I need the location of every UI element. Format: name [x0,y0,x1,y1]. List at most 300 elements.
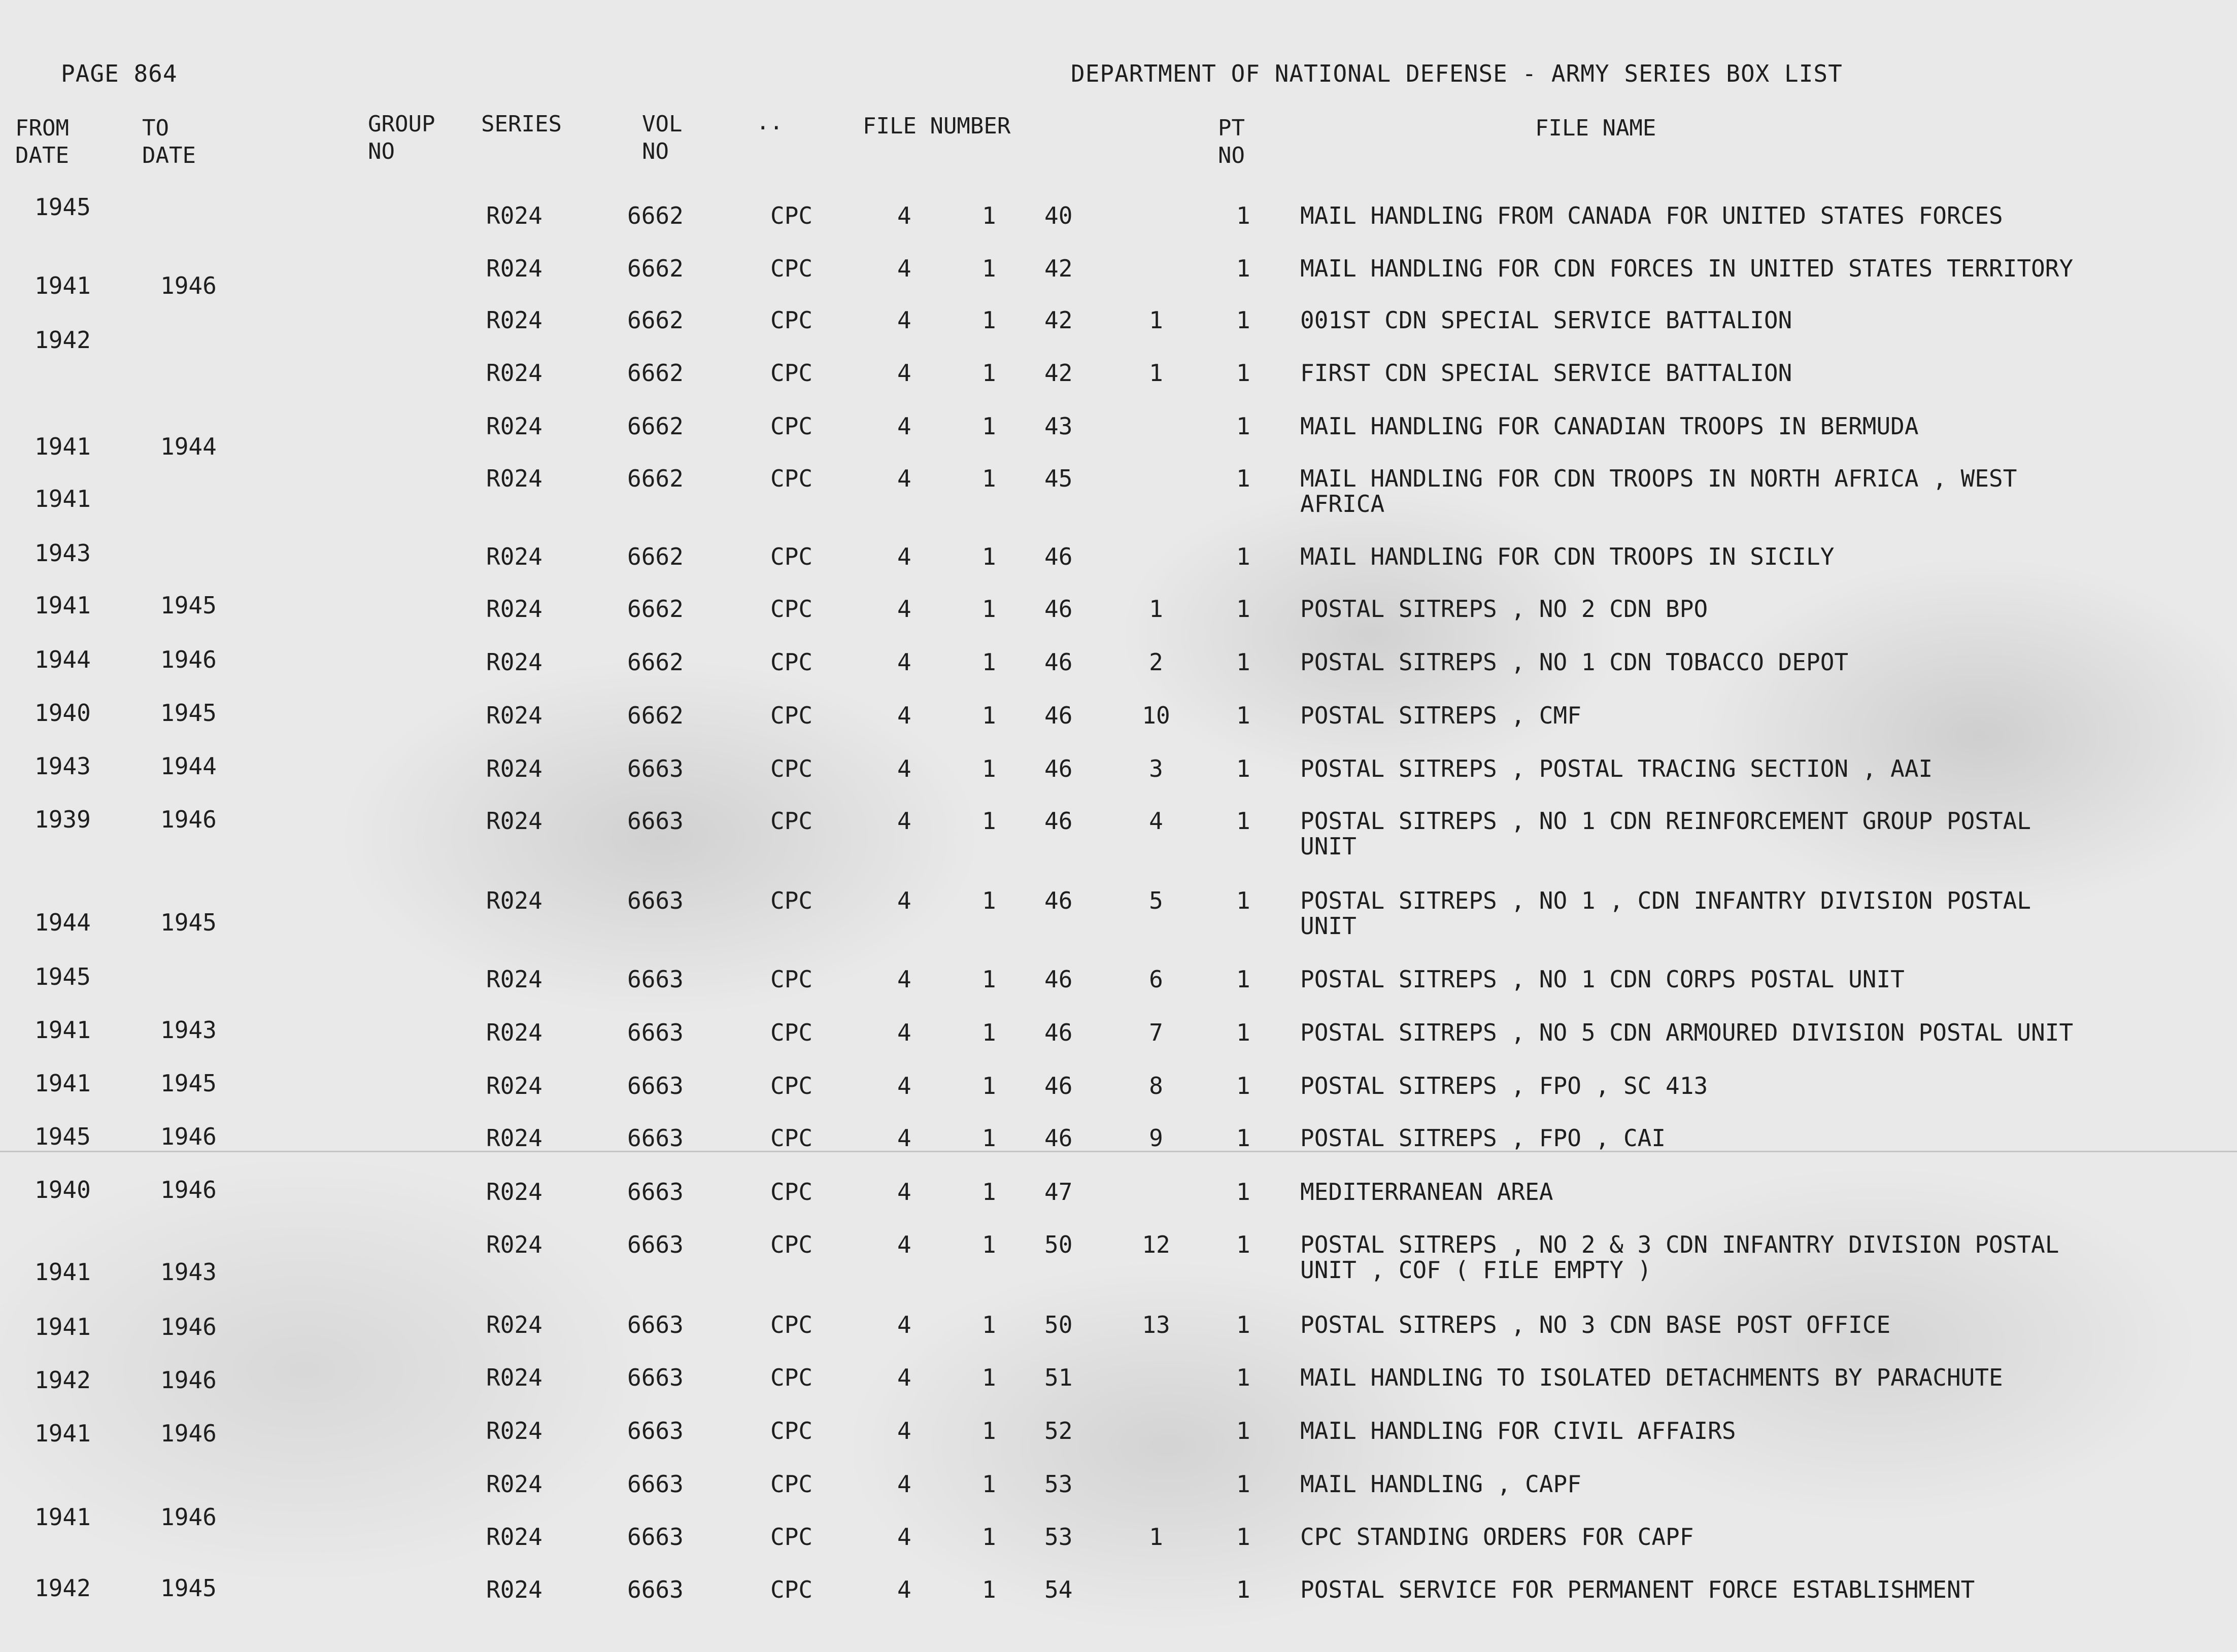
to-date: 1946 [160,646,217,673]
column-header-series: SERIES [481,111,562,137]
from-date: 1941 [35,1420,91,1447]
from-date: 1939 [35,806,91,833]
table-row [0,1020,2237,1071]
file-number-part-1: 4 [897,412,911,440]
series-cell: R024 [486,1523,543,1551]
volume-cell: 6663 [627,1311,684,1338]
part-number-cell: 1 [1236,807,1250,835]
group-label: GROUP [368,111,435,137]
part-number-cell: 1 [1236,887,1250,914]
from-date: 1944 [35,909,91,936]
file-number-part-4: 9 [1149,1124,1163,1152]
file-number-part-1: 4 [897,887,911,914]
file-number-part-3: 46 [1044,648,1073,676]
file-number-part-3: 40 [1044,202,1073,229]
from-date: 1940 [35,1176,91,1203]
code-cell: CPC [770,465,813,492]
code-cell: CPC [770,543,813,570]
file-number-part-2: 1 [982,887,996,914]
part-number-cell: 1 [1236,543,1250,570]
file-number-part-1: 4 [897,1072,911,1099]
table-row [0,1524,2237,1575]
column-header-pt-no [1218,115,1245,169]
file-number-part-4: 12 [1142,1231,1170,1258]
file-number-part-4: 6 [1149,966,1163,993]
volume-cell: 6663 [627,1019,684,1046]
from-date: 1945 [35,193,91,221]
series-cell: R024 [486,1124,543,1152]
file-number-part-2: 1 [982,543,996,570]
file-number-part-4: 4 [1149,807,1163,835]
table-row [0,646,2237,700]
file-number-part-2: 1 [982,306,996,334]
table-row [0,596,2237,647]
file-number-part-2: 1 [982,1124,996,1152]
series-cell: R024 [486,807,543,835]
from-label: FROM [15,115,69,141]
volume-cell: 6663 [627,1178,684,1206]
series-cell: R024 [486,755,543,782]
file-number-part-1: 4 [897,702,911,729]
table-row [0,967,2237,1017]
file-number-part-2: 1 [982,595,996,623]
part-number-cell: 1 [1236,1470,1250,1498]
pt-no-label: NO [1218,143,1245,168]
file-name-cell: MAIL HANDLING FOR CDN TROOPS IN NORTH AFRICA , WEST AFRICA [1300,465,2017,518]
to-date: 1945 [160,909,217,936]
table-row [0,1125,2237,1176]
file-number-part-2: 1 [982,202,996,229]
part-number-cell: 1 [1236,1523,1250,1551]
from-date: 1941 [35,1258,91,1286]
part-number-cell: 1 [1236,1576,1250,1603]
file-name-cell: POSTAL SITREPS , NO 1 CDN TOBACCO DEPOT [1300,648,1849,676]
part-number-cell: 1 [1236,1231,1250,1258]
file-number-part-1: 4 [897,1364,911,1391]
file-number-part-2: 1 [982,1311,996,1338]
series-cell: R024 [486,255,543,282]
to-date: 1946 [160,806,217,833]
code-cell: CPC [770,887,813,914]
to-date: 1945 [160,699,217,727]
file-number-part-2: 1 [982,1364,996,1391]
volume-cell: 6663 [627,1231,684,1258]
file-number-part-2: 1 [982,1523,996,1551]
file-name-cell: MAIL HANDLING FOR CDN TROOPS IN SICILY [1300,543,1835,570]
file-number-part-1: 4 [897,359,911,387]
file-number-part-2: 1 [982,1417,996,1444]
page-number: 864 [133,60,178,87]
code-cell: CPC [770,202,813,229]
code-cell: CPC [770,1231,813,1258]
table-row [0,1070,2237,1124]
file-name-cell: POSTAL SITREPS , FPO , CAI [1300,1124,1666,1152]
code-cell: CPC [770,1470,813,1498]
from-date: 1941 [35,433,91,460]
file-number-part-1: 4 [897,1231,911,1258]
file-name-cell: POSTAL SITREPS , FPO , SC 413 [1300,1072,1708,1099]
from-date: 1940 [35,699,91,727]
series-cell: R024 [486,1470,543,1498]
table-row [0,307,2237,358]
volume-cell: 6662 [627,648,684,676]
to-date: 1944 [160,752,217,780]
series-cell: R024 [486,1576,543,1603]
file-number-part-2: 1 [982,1470,996,1498]
series-cell: R024 [486,465,543,492]
series-cell: R024 [486,1178,543,1206]
file-number-part-2: 1 [982,1576,996,1603]
document-title: DEPARTMENT OF NATIONAL DEFENSE - ARMY SERIES BOX LIST [1071,60,1843,87]
to-date-label: DATE [142,143,196,168]
series-cell: R024 [486,359,543,387]
part-number-cell: 1 [1236,702,1250,729]
series-cell: R024 [486,1417,543,1444]
volume-cell: 6662 [627,702,684,729]
code-cell: CPC [770,807,813,835]
file-number-part-3: 42 [1044,306,1073,334]
file-number-part-4: 7 [1149,1019,1163,1046]
volume-cell: 6662 [627,412,684,440]
file-number-part-4: 1 [1149,1523,1163,1551]
file-number-part-1: 4 [897,543,911,570]
file-name-cell: POSTAL SITREPS , NO 2 CDN BPO [1300,595,1708,623]
file-name-cell: CPC STANDING ORDERS FOR CAPF [1300,1523,1694,1551]
code-cell: CPC [770,595,813,623]
column-header-to-date [142,115,196,169]
file-number-part-3: 42 [1044,359,1073,387]
code-cell: CPC [770,966,813,993]
file-number-part-3: 53 [1044,1523,1073,1551]
from-date: 1942 [35,326,91,354]
table-row [0,756,2237,807]
file-number-part-3: 42 [1044,255,1073,282]
table-row [0,203,2237,254]
file-name-cell: POSTAL SITREPS , NO 3 CDN BASE POST OFFICE [1300,1311,1891,1338]
volume-cell: 6663 [627,807,684,835]
file-number-part-2: 1 [982,1019,996,1046]
file-number-part-3: 50 [1044,1311,1073,1338]
volume-cell: 6663 [627,1364,684,1391]
from-date-label: DATE [15,143,69,168]
file-name-cell: MEDITERRANEAN AREA [1300,1178,1553,1206]
group-no-label: NO [368,139,395,164]
volume-cell: 6663 [627,887,684,914]
table-row [0,808,2237,859]
volume-cell: 6663 [627,1124,684,1152]
file-name-cell: POSTAL SITREPS , NO 1 CDN CORPS POSTAL UNIT [1300,966,1905,993]
table-row [0,544,2237,595]
volume-cell: 6662 [627,595,684,623]
part-number-cell: 1 [1236,1311,1250,1338]
table-row [0,1176,2237,1230]
part-number-cell: 1 [1236,966,1250,993]
volume-cell: 6663 [627,1072,684,1099]
part-number-cell: 1 [1236,1019,1250,1046]
volume-cell: 6662 [627,465,684,492]
file-number-part-1: 4 [897,202,911,229]
part-number-cell: 1 [1236,255,1250,282]
from-date: 1943 [35,539,91,567]
file-number-part-4: 13 [1142,1311,1170,1338]
file-number-part-1: 4 [897,1417,911,1444]
table-row [0,888,2237,939]
from-date: 1941 [35,1016,91,1044]
code-cell: CPC [770,1072,813,1099]
part-number-cell: 1 [1236,306,1250,334]
code-cell: CPC [770,1178,813,1206]
file-number-part-3: 46 [1044,1124,1073,1152]
series-cell: R024 [486,1364,543,1391]
table-row [0,1312,2237,1363]
volume-cell: 6662 [627,543,684,570]
file-number-part-4: 3 [1149,755,1163,782]
code-cell: CPC [770,1576,813,1603]
series-cell: R024 [486,966,543,993]
code-cell: CPC [770,1311,813,1338]
file-number-part-1: 4 [897,255,911,282]
to-label: TO [142,115,169,141]
file-number-part-2: 1 [982,755,996,782]
file-number-part-3: 46 [1044,807,1073,835]
file-number-part-3: 50 [1044,1231,1073,1258]
file-name-cell: POSTAL SERVICE FOR PERMANENT FORCE ESTABLISHMENT [1300,1576,1975,1603]
file-name-cell: MAIL HANDLING , CAPF [1300,1470,1581,1498]
part-number-cell: 1 [1236,202,1250,229]
part-number-cell: 1 [1236,465,1250,492]
part-number-cell: 1 [1236,648,1250,676]
file-number-part-1: 4 [897,1576,911,1603]
from-date: 1944 [35,646,91,673]
column-header-file-name: FILE NAME [1535,115,1656,141]
code-cell: CPC [770,702,813,729]
volume-cell: 6663 [627,1417,684,1444]
file-number-part-3: 54 [1044,1576,1073,1603]
file-number-part-2: 1 [982,648,996,676]
file-number-part-2: 1 [982,1178,996,1206]
vol-label: VOL [642,111,683,137]
file-name-cell: POSTAL SITREPS , NO 5 CDN ARMOURED DIVISION POSTAL UNIT [1300,1019,2074,1046]
file-name-cell: 001ST CDN SPECIAL SERVICE BATTALION [1300,306,1792,334]
file-number-part-1: 4 [897,595,911,623]
pt-label: PT [1218,115,1245,141]
file-number-part-3: 46 [1044,755,1073,782]
series-cell: R024 [486,648,543,676]
series-cell: R024 [486,412,543,440]
table-row [0,414,2237,464]
code-cell: CPC [770,1364,813,1391]
from-date: 1941 [35,485,91,512]
column-header-file-number: FILE NUMBER [863,113,1011,139]
volume-cell: 6662 [627,359,684,387]
page-label: PAGE [61,60,119,87]
column-header-dots: ·· [756,115,783,141]
file-number-part-4: 1 [1149,595,1163,623]
from-date: 1941 [35,1313,91,1340]
file-number-part-3: 43 [1044,412,1073,440]
file-number-part-1: 4 [897,306,911,334]
from-date: 1945 [35,1123,91,1150]
file-number-part-3: 46 [1044,966,1073,993]
volume-cell: 6662 [627,255,684,282]
file-number-part-3: 47 [1044,1178,1073,1206]
to-date: 1945 [160,1070,217,1097]
series-cell: R024 [486,202,543,229]
part-number-cell: 1 [1236,1124,1250,1152]
file-number-part-3: 51 [1044,1364,1073,1391]
column-header-vol-no [642,111,682,165]
series-cell: R024 [486,306,543,334]
part-number-cell: 1 [1236,1417,1250,1444]
code-cell: CPC [770,1523,813,1551]
file-number-part-1: 4 [897,1470,911,1498]
file-number-part-2: 1 [982,1231,996,1258]
file-number-part-4: 1 [1149,359,1163,387]
volume-cell: 6663 [627,1576,684,1603]
code-cell: CPC [770,1019,813,1046]
file-name-cell: POSTAL SITREPS , NO 2 & 3 CDN INFANTRY DIVISION POSTAL UNIT , COF ( FILE EMPTY ) [1300,1231,2059,1284]
code-cell: CPC [770,648,813,676]
to-date: 1945 [160,1574,217,1602]
file-number-part-2: 1 [982,359,996,387]
file-number-part-3: 46 [1044,543,1073,570]
from-date: 1941 [35,272,91,299]
file-name-cell: FIRST CDN SPECIAL SERVICE BATTALION [1300,359,1792,387]
table-row [0,466,2237,517]
file-name-cell: POSTAL SITREPS , NO 1 , CDN INFANTRY DIVISION POSTAL UNIT [1300,887,2031,940]
from-date: 1941 [35,592,91,619]
volume-cell: 6663 [627,755,684,782]
series-cell: R024 [486,543,543,570]
file-number-part-1: 4 [897,755,911,782]
part-number-cell: 1 [1236,595,1250,623]
table-row [0,1231,2237,1286]
file-number-part-1: 4 [897,648,911,676]
part-number-cell: 1 [1236,755,1250,782]
file-number-part-3: 53 [1044,1470,1073,1498]
table-row [0,1574,2237,1628]
file-number-part-3: 46 [1044,1019,1073,1046]
column-header-group-no [368,111,435,165]
file-number-part-2: 1 [982,255,996,282]
file-name-cell: MAIL HANDLING FOR CDN FORCES IN UNITED STATES TERRITORY [1300,255,2074,282]
part-number-cell: 1 [1236,1072,1250,1099]
file-number-part-1: 4 [897,1124,911,1152]
from-date: 1941 [35,1503,91,1531]
file-name-cell: POSTAL SITREPS , NO 1 CDN REINFORCEMENT GROUP POSTAL UNIT [1300,807,2031,860]
file-number-part-3: 46 [1044,595,1073,623]
from-date: 1942 [35,1366,91,1394]
volume-cell: 6663 [627,1470,684,1498]
file-number-part-1: 4 [897,465,911,492]
table-row [0,703,2237,753]
file-number-part-4: 2 [1149,648,1163,676]
part-number-cell: 1 [1236,359,1250,387]
file-number-part-2: 1 [982,465,996,492]
to-date: 1946 [160,1123,217,1150]
code-cell: CPC [770,1417,813,1444]
code-cell: CPC [770,306,813,334]
volume-cell: 6662 [627,306,684,334]
file-number-part-3: 46 [1044,887,1073,914]
from-date: 1941 [35,1070,91,1097]
file-name-cell: MAIL HANDLING FOR CANADIAN TROOPS IN BERMUDA [1300,412,1919,440]
file-number-part-4: 5 [1149,887,1163,914]
volume-cell: 6662 [627,202,684,229]
file-number-part-3: 46 [1044,1072,1073,1099]
to-date: 1944 [160,433,217,460]
series-cell: R024 [486,702,543,729]
page-number-header [61,60,178,87]
column-header-from-date [15,115,69,169]
to-date: 1943 [160,1258,217,1286]
file-number-part-1: 4 [897,1019,911,1046]
file-number-part-2: 1 [982,1072,996,1099]
series-cell: R024 [486,1231,543,1258]
file-number-part-3: 46 [1044,702,1073,729]
part-number-cell: 1 [1236,1178,1250,1206]
code-cell: CPC [770,255,813,282]
from-date: 1945 [35,963,91,990]
series-cell: R024 [486,595,543,623]
to-date: 1943 [160,1016,217,1044]
file-number-part-1: 4 [897,1311,911,1338]
file-number-part-1: 4 [897,807,911,835]
code-cell: CPC [770,755,813,782]
file-number-part-3: 52 [1044,1417,1073,1444]
to-date: 1946 [160,1503,217,1531]
file-number-part-2: 1 [982,702,996,729]
file-name-cell: POSTAL SITREPS , CMF [1300,702,1581,729]
table-row [0,1471,2237,1522]
file-number-part-1: 4 [897,1523,911,1551]
file-number-part-4: 10 [1142,702,1170,729]
from-date: 1942 [35,1574,91,1602]
series-cell: R024 [486,887,543,914]
to-date: 1946 [160,1176,217,1203]
series-cell: R024 [486,1311,543,1338]
table-row [0,1365,2237,1416]
file-number-part-2: 1 [982,807,996,835]
part-number-cell: 1 [1236,1364,1250,1391]
to-date: 1946 [160,1366,217,1394]
series-cell: R024 [486,1072,543,1099]
volume-cell: 6663 [627,1523,684,1551]
file-name-cell: MAIL HANDLING FROM CANADA FOR UNITED STATES FORCES [1300,202,2003,229]
from-date: 1943 [35,752,91,780]
file-number-part-2: 1 [982,966,996,993]
file-name-cell: MAIL HANDLING FOR CIVIL AFFAIRS [1300,1417,1736,1444]
file-name-cell: MAIL HANDLING TO ISOLATED DETACHMENTS BY PARACHUTE [1300,1364,2003,1391]
code-cell: CPC [770,412,813,440]
series-cell: R024 [486,1019,543,1046]
table-row [0,256,2237,306]
file-number-part-4: 8 [1149,1072,1163,1099]
file-number-part-2: 1 [982,412,996,440]
vol-no-label: NO [642,139,669,164]
volume-cell: 6663 [627,966,684,993]
to-date: 1946 [160,272,217,299]
table-row [0,360,2237,411]
to-date: 1946 [160,1313,217,1340]
code-cell: CPC [770,359,813,387]
file-name-cell: POSTAL SITREPS , POSTAL TRACING SECTION , AAI [1300,755,1933,782]
file-number-part-3: 45 [1044,465,1073,492]
code-cell: CPC [770,1124,813,1152]
table-row [0,1418,2237,1469]
to-date: 1945 [160,592,217,619]
part-number-cell: 1 [1236,412,1250,440]
